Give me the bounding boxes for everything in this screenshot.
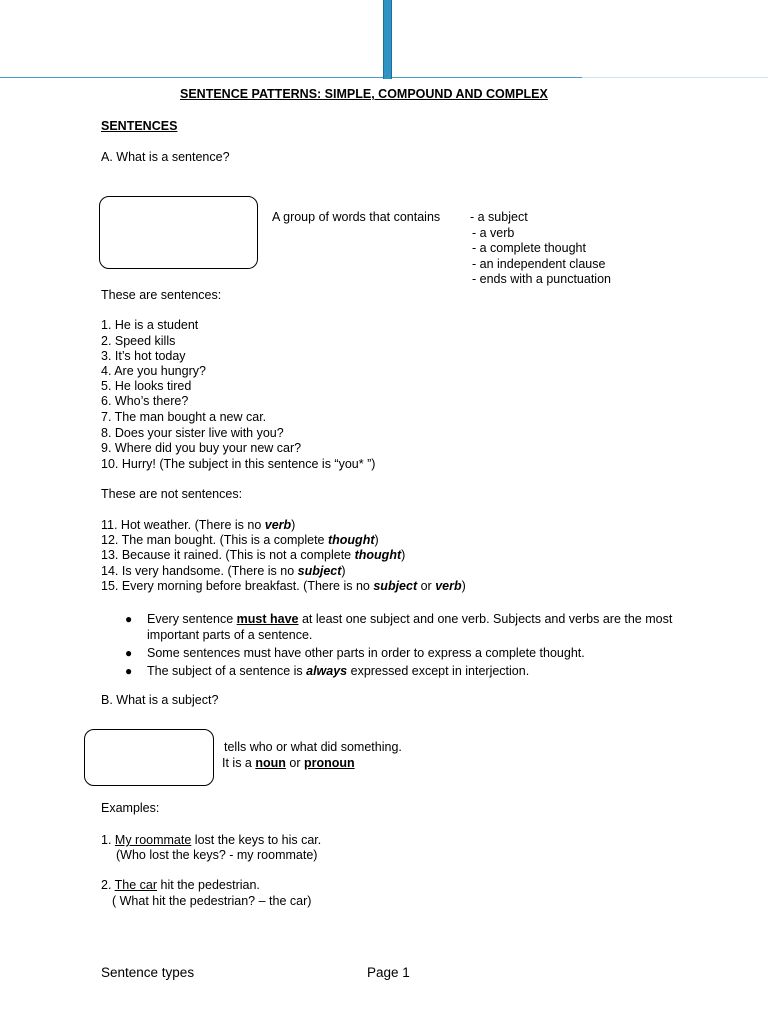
definition-lead: A group of words that contains (272, 210, 441, 224)
non-sentence-example: 12. The man bought. (This is a complete thought) (101, 533, 379, 547)
bullet-icon: ● (125, 612, 133, 626)
header-accent-bar (383, 0, 392, 79)
header-rule-right (582, 77, 768, 78)
document-title: SENTENCE PATTERNS: SIMPLE, COMPOUND AND COMPLEX (180, 87, 548, 101)
subject-blank-box (84, 729, 214, 786)
example-1-note: (Who lost the keys? - my roommate) (116, 848, 318, 862)
criterion-independent-clause: - an independent clause (472, 257, 606, 271)
non-sentence-example: 13. Because it rained. (This is not a complete thought) (101, 548, 406, 562)
sentence-example: 9. Where did you buy your new car? (101, 441, 302, 455)
example-2-note: ( What hit the pedestrian? – the car) (112, 894, 312, 908)
sentence-example: 2. Speed kills (101, 334, 176, 348)
non-sentence-example: 14. Is very handsome. (There is no subject) (101, 564, 346, 578)
criterion-subject: - a subject (470, 210, 528, 224)
subject-part-of-speech: It is a noun or pronoun (222, 756, 355, 770)
example-2: 2. The car hit the pedestrian. (101, 878, 260, 892)
rule-item: ● Some sentences must have other parts in order to express a complete thought. (125, 646, 585, 660)
sentence-example: 1. He is a student (101, 318, 199, 332)
criterion-punctuation: - ends with a punctuation (472, 272, 611, 286)
sentence-example: 4. Are you hungry? (101, 364, 206, 378)
not-sentences-intro: These are not sentences: (101, 487, 243, 501)
non-sentence-example: 11. Hot weather. (There is no verb) (101, 518, 296, 532)
sentence-example: 6. Who’s there? (101, 394, 189, 408)
bullet-icon: ● (125, 664, 133, 678)
footer-doc-name: Sentence types (101, 965, 195, 980)
bullet-icon: ● (125, 646, 133, 660)
sentence-example: 10. Hurry! (The subject in this sentence is “you* ”) (101, 457, 376, 471)
footer-page-number: Page 1 (367, 965, 410, 980)
rule-item: ● Every sentence must have at least one subject and one verb. Subjects and verbs are the most important parts of a sentence. (125, 612, 673, 642)
criterion-complete-thought: - a complete thought (472, 241, 586, 255)
criterion-verb: - a verb (472, 226, 515, 240)
sentence-example: 5. He looks tired (101, 379, 192, 393)
rules-list (101, 611, 681, 681)
rule-item: ● The subject of a sentence is always expressed except in interjection. (125, 664, 530, 678)
sentences-heading: SENTENCES (101, 119, 178, 133)
are-sentences-intro: These are sentences: (101, 288, 222, 302)
section-b-question: B. What is a subject? (101, 693, 219, 707)
example-1: 1. My roommate lost the keys to his car. (101, 833, 322, 847)
subject-definition: tells who or what did something. (224, 740, 402, 754)
examples-heading: Examples: (101, 801, 160, 815)
header-rule (0, 77, 582, 78)
sentence-example: 7. The man bought a new car. (101, 410, 267, 424)
sentence-example: 8. Does your sister live with you? (101, 426, 284, 440)
sentence-blank-box (99, 196, 258, 269)
section-a-question: A. What is a sentence? (101, 150, 230, 164)
non-sentence-example: 15. Every morning before breakfast. (There is no subject or verb) (101, 579, 466, 593)
sentence-example: 3. It’s hot today (101, 349, 186, 363)
